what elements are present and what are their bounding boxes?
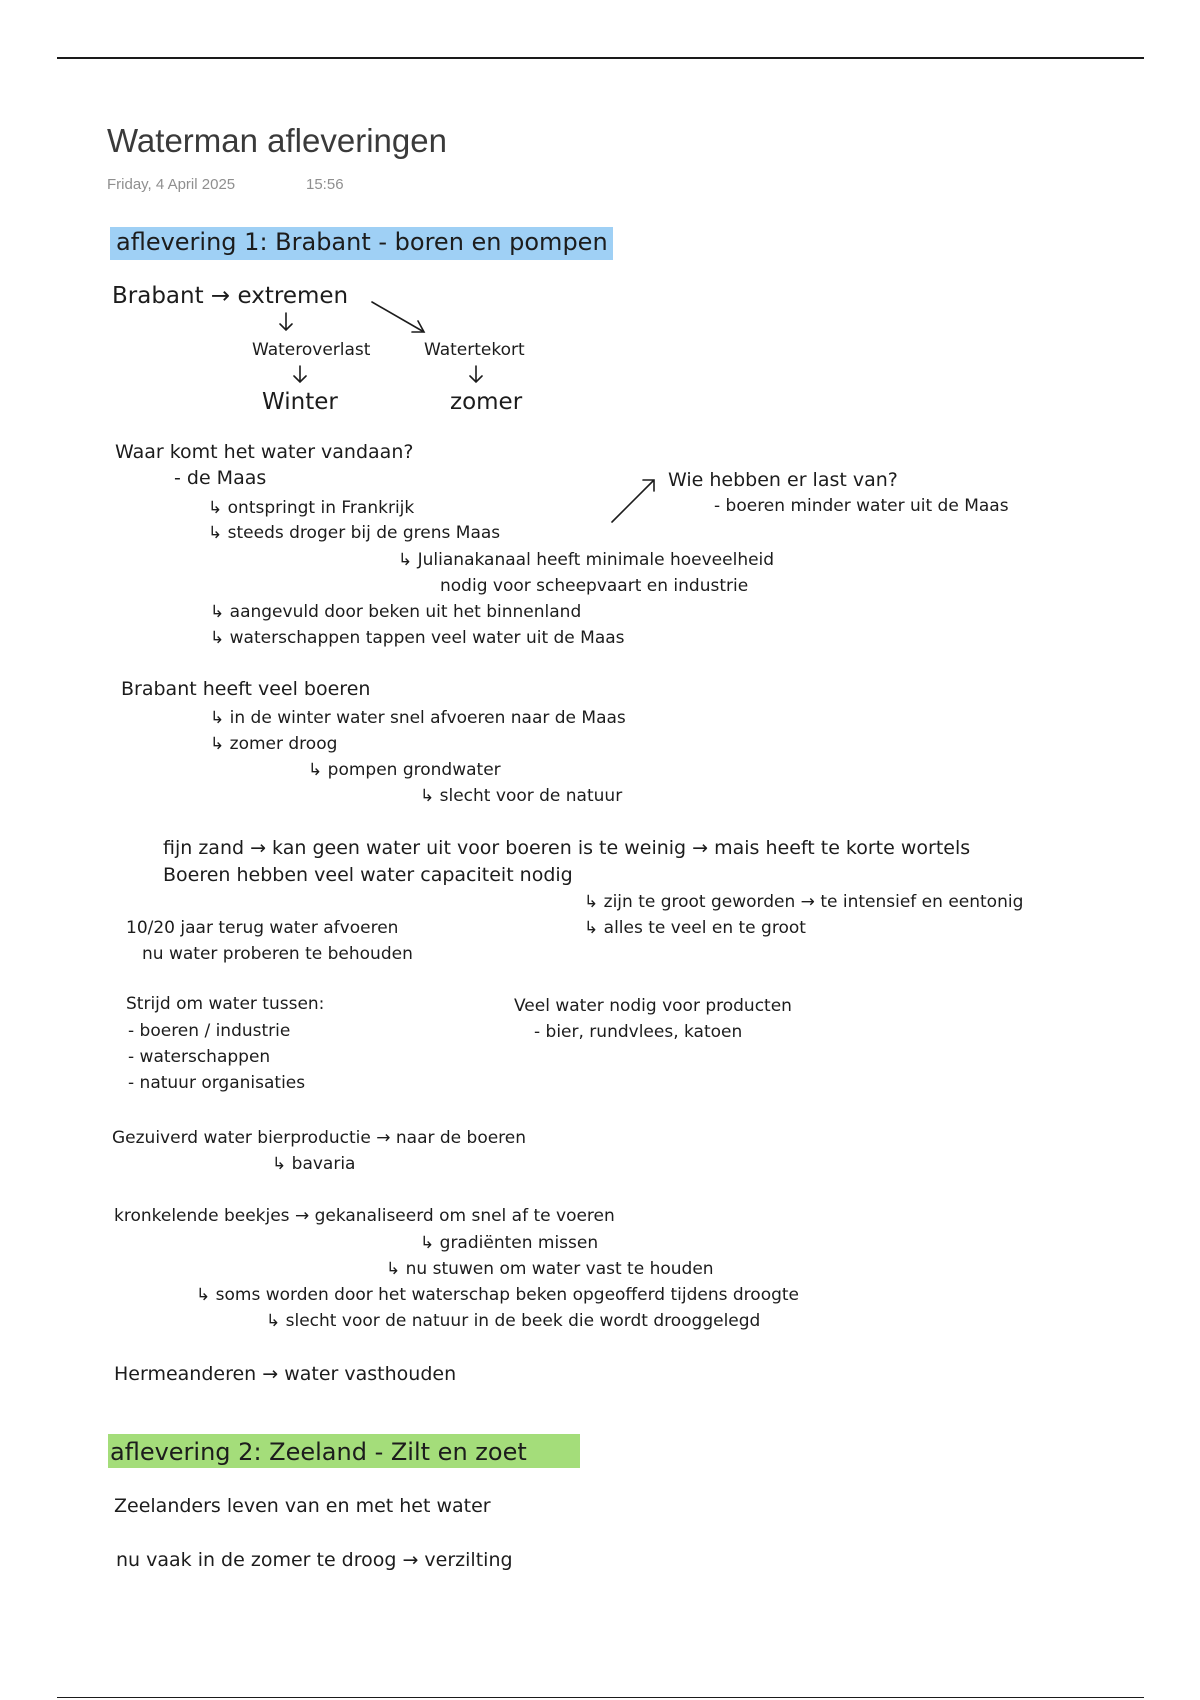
- note-line: fijn zand → kan geen water uit voor boeren is te weinig → mais heeft te korte wortels: [163, 837, 971, 859]
- arrow-down-icon: [470, 366, 482, 382]
- note-line: nu vaak in de zomer te droog → verzilting: [116, 1549, 513, 1571]
- note-line: ↳ bavaria: [272, 1154, 356, 1174]
- note-line: Waar komt het water vandaan?: [115, 441, 414, 463]
- note-line: ↳ aangevuld door beken uit het binnenland: [210, 602, 582, 622]
- page-time: 15:56: [306, 176, 344, 193]
- note-line: ↳ zijn te groot geworden → te intensief en eentonig: [584, 892, 1024, 912]
- note-line: ↳ slecht voor de natuur in de beek die wordt drooggelegd: [266, 1311, 761, 1331]
- arrow-diagonal-icon: [372, 302, 424, 332]
- arrow-down-icon: [294, 366, 306, 382]
- note-line: - boeren / industrie: [128, 1021, 291, 1041]
- episode-1-heading: aflevering 1: Brabant - boren en pompen: [116, 228, 608, 256]
- note-line: - boeren minder water uit de Maas: [714, 496, 1009, 516]
- note-line: Strijd om water tussen:: [126, 994, 325, 1014]
- note-line: Watertekort: [424, 340, 525, 360]
- note-line: ↳ waterschappen tappen veel water uit de Maas: [210, 628, 625, 648]
- note-line: Wateroverlast: [252, 340, 371, 360]
- note-line: Brabant → extremen: [112, 283, 349, 309]
- connector-arrow-icon: [612, 480, 654, 522]
- note-line: ↳ Julianakanaal heeft minimale hoeveelheid: [398, 550, 775, 570]
- bottom-rule: [57, 1697, 1144, 1698]
- note-line: Winter: [262, 389, 338, 415]
- note-line: Hermeanderen → water vasthouden: [114, 1363, 457, 1385]
- note-line: nodig voor scheepvaart en industrie: [440, 576, 749, 596]
- note-line: - waterschappen: [128, 1047, 271, 1067]
- note-line: Zeelanders leven van en met het water: [114, 1495, 491, 1517]
- note-line: ↳ zomer droog: [210, 734, 338, 754]
- note-line: ↳ in de winter water snel afvoeren naar de Maas: [210, 708, 626, 728]
- note-line: Gezuiverd water bierproductie → naar de boeren: [112, 1128, 527, 1148]
- note-line: ↳ slecht voor de natuur: [420, 786, 623, 806]
- note-line: ↳ ontspringt in Frankrijk: [208, 498, 415, 518]
- note-line: - bier, rundvlees, katoen: [534, 1022, 743, 1042]
- note-line: nu water proberen te behouden: [142, 944, 413, 964]
- note-line: 10/20 jaar terug water afvoeren: [126, 918, 399, 938]
- note-line: ↳ gradiënten missen: [420, 1233, 599, 1253]
- episode-2-heading: aflevering 2: Zeeland - Zilt en zoet: [110, 1438, 527, 1466]
- note-line: ↳ pompen grondwater: [308, 760, 501, 780]
- note-line: Boeren hebben veel water capaciteit nodig: [163, 864, 573, 886]
- note-line: ↳ alles te veel en te groot: [584, 918, 806, 938]
- note-line: - natuur organisaties: [128, 1073, 306, 1093]
- note-line: ↳ nu stuwen om water vast te houden: [386, 1259, 714, 1279]
- note-line: Wie hebben er last van?: [668, 469, 898, 491]
- page-title: Waterman afleveringen: [107, 122, 447, 159]
- note-line: Brabant heeft veel boeren: [121, 678, 371, 700]
- note-line: ↳ soms worden door het waterschap beken opgeofferd tijdens droogte: [196, 1285, 800, 1305]
- note-line: kronkelende beekjes → gekanaliseerd om snel af te voeren: [114, 1206, 615, 1226]
- note-line: Veel water nodig voor producten: [514, 996, 792, 1016]
- page-date: Friday, 4 April 2025: [107, 176, 236, 193]
- note-line: - de Maas: [174, 467, 267, 489]
- note-line: ↳ steeds droger bij de grens Maas: [208, 523, 501, 543]
- arrow-down-icon: [280, 313, 292, 330]
- note-line: zomer: [450, 389, 523, 415]
